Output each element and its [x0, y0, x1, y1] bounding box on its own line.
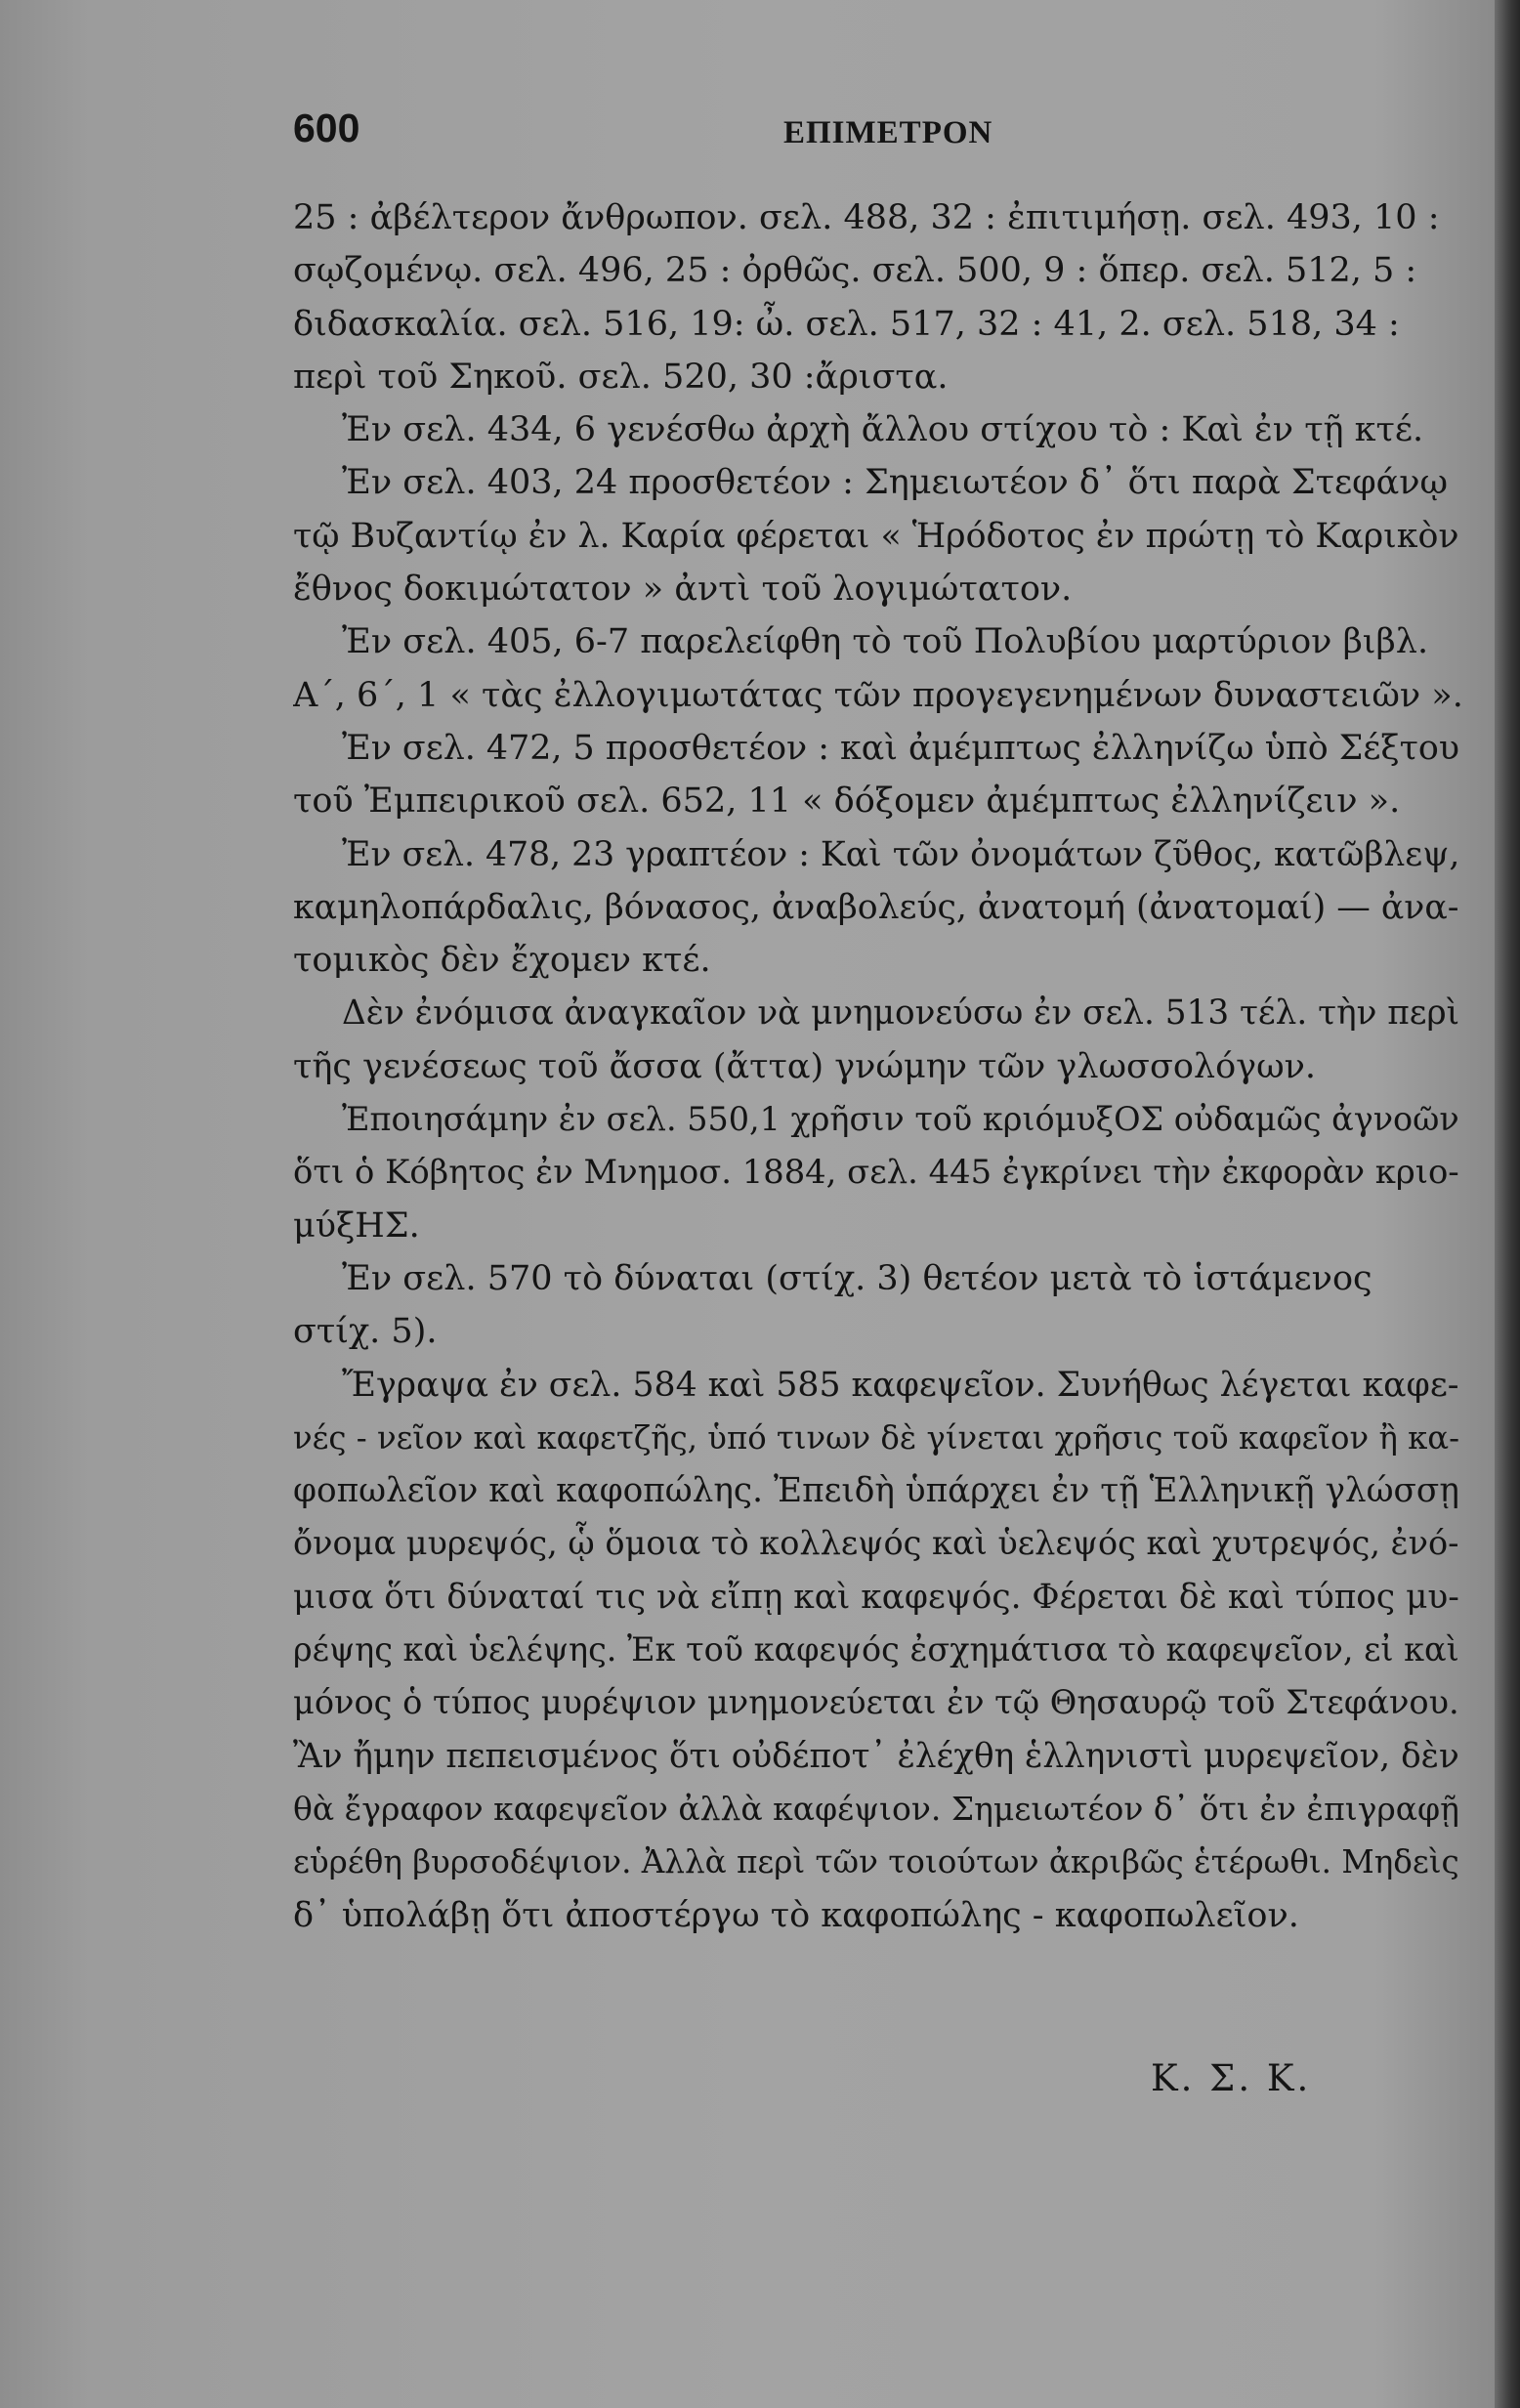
text-line: δ᾽ ὑπολάβῃ ὅτι ἀποστέργω τὸ καφοπώλης - καφοπωλεῖον.	[293, 1895, 1299, 1935]
text-line: τοῦ Ἐμπειρικοῦ σελ. 652, 11 « δόξομεν ἀμέμπτως ἐλληνίζειν ».	[293, 782, 1401, 822]
text-line: διδασκαλία. σελ. 516, 19: ὦ. σελ. 517, 32 : 41, 2. σελ. 518, 34 :	[293, 304, 1400, 344]
text-line: Α´, 6´, 1 « τὰς ἐλλογιμωτάτας τῶν προγεγενημένων δυναστειῶν ».	[293, 675, 1463, 715]
text-line: Ἐν σελ. 405, 6-7 παρελείφθη τὸ τοῦ Πολυβίου μαρτύριον βιβλ.	[342, 622, 1429, 662]
text-line: Ἔγραψα ἐν σελ. 584 καὶ 585 καφεψεῖον. Συνήθως λέγεται καφε-	[342, 1365, 1459, 1405]
text-line: 25 : ἀβέλτερον ἄνθρωπον. σελ. 488, 32 : ἐπιτιμήσῃ. σελ. 493, 10 :	[293, 198, 1440, 237]
page-header	[293, 106, 1495, 164]
page-number: 600	[293, 106, 360, 150]
text-line: ὅτι ὁ Κόβητος ἐν Μνημοσ. 1884, σελ. 445 ἐγκρίνει τὴν ἐκφορὰν κριο-	[293, 1153, 1459, 1192]
text-line: Ἐν σελ. 403, 24 προσθετέον : Σημειωτέον δ᾽ ὅτι παρὰ Στεφάνῳ	[342, 463, 1449, 503]
text-line: Ἐποιησάμην ἐν σελ. 550,1 χρῆσιν τοῦ κριόμυξΟΣ οὐδαμῶς ἀγνοῶν	[342, 1100, 1459, 1139]
text-line: τῷ Βυζαντίῳ ἐν λ. Καρία φέρεται « Ἡρόδοτος ἐν πρώτῃ τὸ Καρικὸν	[293, 516, 1459, 556]
text-line: καμηλοπάρδαλις, βόνασος, ἀναβολεύς, ἀνατομή (ἀνατομαί) — ἀνα-	[293, 887, 1459, 927]
text-line: Ἐν σελ. 478, 23 γραπτέον : Καὶ τῶν ὀνομάτων ζῦθος, κατῶβλεψ,	[342, 834, 1460, 874]
text-line: μύξΗΣ.	[293, 1205, 420, 1246]
text-line: μισα ὅτι δύναταί τις νὰ εἴπῃ καὶ καφεψός. Φέρεται δὲ καὶ τύπος μυ-	[293, 1577, 1459, 1617]
text-line: μόνος ὁ τύπος μυρέψιον μνημονεύεται ἐν τῷ Θησαυρῷ τοῦ Στεφάνου.	[293, 1683, 1459, 1722]
text-line: Ἂν ἤμην πεπεισμένος ὅτι οὐδέποτ᾽ ἐλέχθη ἑλληνιστὶ μυρεψεῖον, δὲν	[293, 1736, 1459, 1776]
text-line: ρέψης καὶ ὑελέψης. Ἐκ τοῦ καφεψός ἐσχημάτισα τὸ καφεψεῖον, εἰ καὶ	[293, 1630, 1459, 1669]
text-line: τῆς γενέσεως τοῦ ἄσσα (ἄττα) γνώμην τῶν γλωσσολόγων.	[293, 1046, 1317, 1086]
text-line: Ἐν σελ. 434, 6 γενέσθω ἀρχὴ ἄλλου στίχου τὸ : Καὶ ἐν τῇ κτέ.	[342, 410, 1424, 450]
body-text	[293, 191, 1465, 1942]
signature: Κ. Σ. Κ.	[1151, 2057, 1312, 2099]
text-line: Δὲν ἐνόμισα ἀναγκαῖον νὰ μνημονεύσω ἐν σελ. 513 τέλ. τὴν περὶ	[342, 993, 1460, 1034]
text-line: Ἐν σελ. 472, 5 προσθετέον : καὶ ἀμέμπτως ἐλληνίζω ὑπὸ Σέξτου	[342, 728, 1459, 768]
text-line: ἔθνος δοκιμώτατον » ἀντὶ τοῦ λογιμώτατον.	[293, 570, 1073, 610]
text-line: νές - νεῖον καὶ καφετζῆς, ὑπό τινων δὲ γίνεται χρῆσις τοῦ καφεῖον ἢ κα-	[293, 1418, 1460, 1457]
text-line: θὰ ἔγραφον καφεψεῖον ἀλλὰ καφέψιον. Σημειωτέον δ᾽ ὅτι ἐν ἐπιγραφῇ	[293, 1789, 1459, 1828]
text-line: τομικὸς δὲν ἔχομεν κτέ.	[293, 941, 711, 981]
book-binding-edge	[1495, 0, 1520, 2408]
running-title: ΕΠΙΜΕΤΡΟΝ	[783, 115, 993, 150]
text-line: ὄνομα μυρεψός, ᾧ ὅμοια τὸ κολλεψός καὶ ὑελεψός καὶ χυτρεψός, ἐνό-	[293, 1524, 1459, 1563]
text-line: εὑρέθη βυρσοδέψιον. Ἀλλὰ περὶ τῶν τοιούτων ἀκριβῶς ἑτέρωθι. Μηδεὶς	[293, 1843, 1459, 1881]
text-line: φοπωλεῖον καὶ καφοπώλης. Ἐπειδὴ ὑπάρχει ἐν τῇ Ἑλληνικῇ γλώσσῃ	[293, 1471, 1459, 1511]
text-line: Ἐν σελ. 570 τὸ δύναται (στίχ. 3) θετέον μετὰ τὸ ἱστάμενος	[342, 1258, 1372, 1298]
text-line: σῳζομένῳ. σελ. 496, 25 : ὀρθῶς. σελ. 500, 9 : ὅπερ. σελ. 512, 5 :	[293, 251, 1417, 291]
text-line: περὶ τοῦ Σηκοῦ. σελ. 520, 30 :ἄριστα.	[293, 357, 949, 397]
text-line: στίχ. 5).	[293, 1312, 438, 1352]
